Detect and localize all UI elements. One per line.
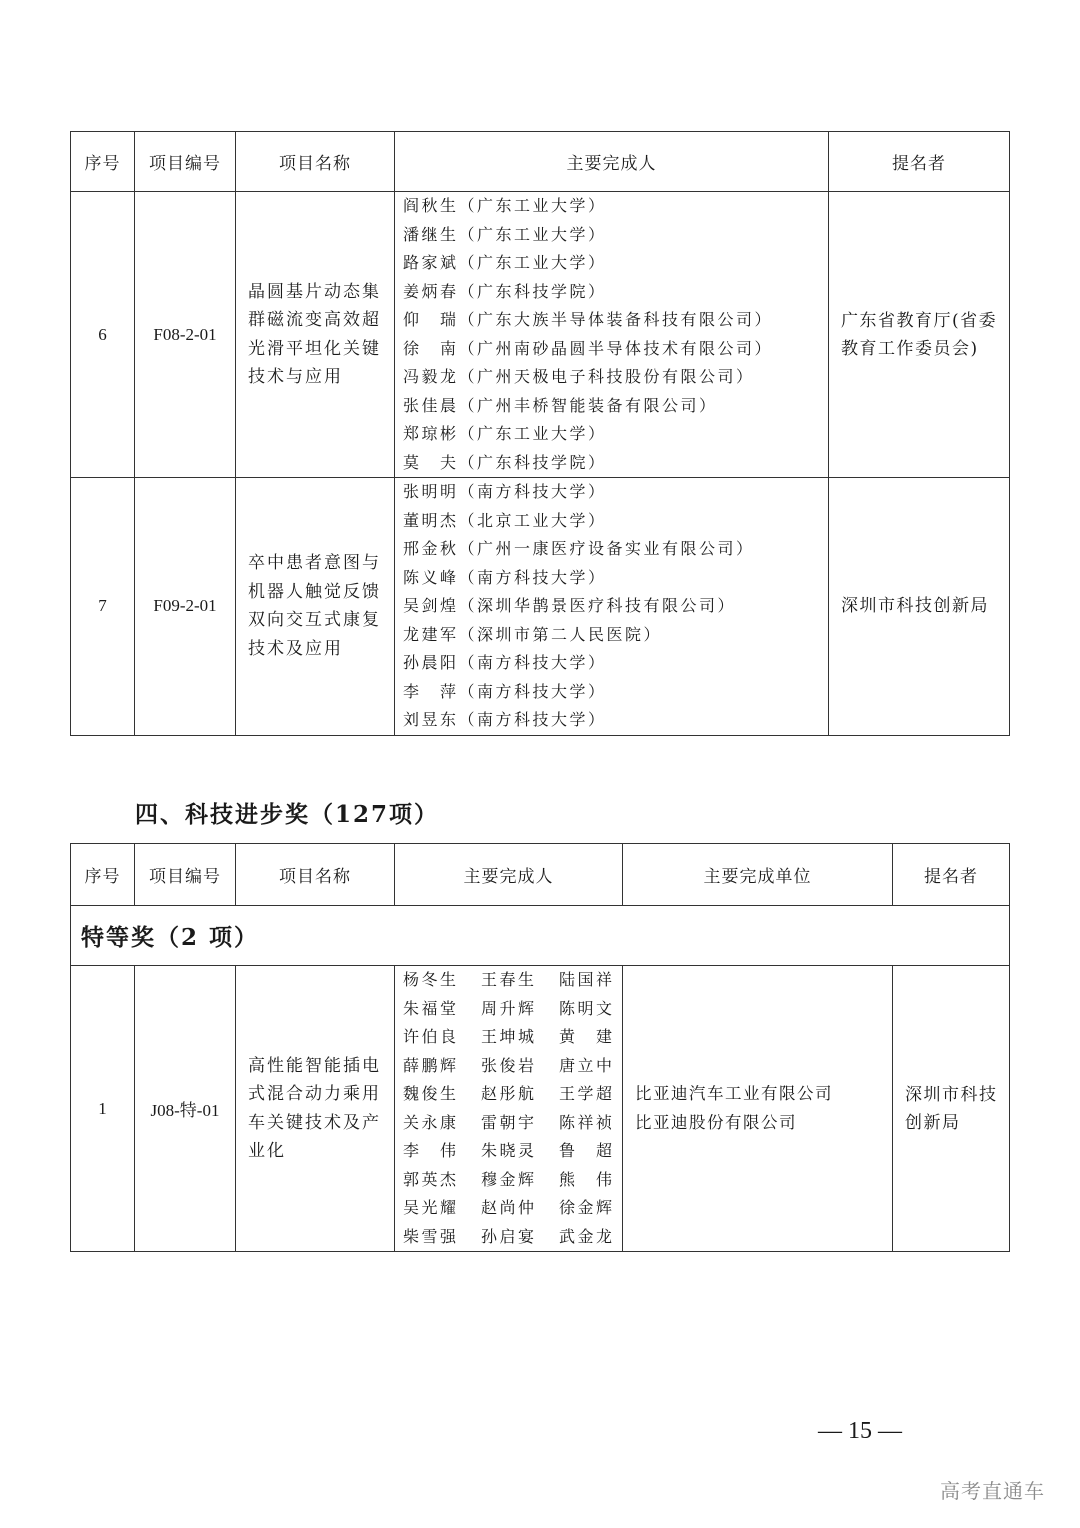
contributor: 薛鹏辉 [403, 1055, 459, 1075]
contributor: 雷朝宇 [481, 1112, 537, 1132]
contributor: 刘昱东（南方科技大学） [403, 710, 607, 729]
contributor: 王春生 [481, 970, 537, 989]
row-contributors [395, 966, 623, 1252]
table-row [71, 966, 1010, 1252]
table-header-row [71, 132, 1010, 192]
contributor: 周升辉 [481, 998, 537, 1018]
row-code: J08-特-01 [135, 966, 236, 1252]
contributor: 穆金辉 [481, 1169, 537, 1189]
header-nominator: 提名者 [829, 132, 1010, 192]
contributor: 李 萍（南方科技大学） [403, 681, 607, 701]
contributor: 姜炳春（广东科技学院） [403, 281, 607, 301]
row-project-name: 晶圆基片动态集群磁流变高效超光滑平坦化关键技术与应用 [236, 192, 395, 478]
contributor: 许伯良 [403, 1027, 459, 1046]
contributor: 张俊岩 [481, 1055, 537, 1075]
header-main-contributors: 主要完成人 [395, 132, 829, 192]
row-project-name: 卒中患者意图与机器人触觉反馈双向交互式康复技术及应用 [236, 478, 395, 736]
row-nominator: 深圳市科技创新局 [829, 478, 1010, 736]
contributor: 陈义峰（南方科技大学） [403, 567, 607, 587]
header-code: 项目编号 [135, 844, 236, 906]
row-code: F08-2-01 [135, 192, 236, 478]
contributor: 熊 伟 [559, 1169, 615, 1189]
page-number: — 15 — [818, 1418, 902, 1444]
contributor: 董明杰（北京工业大学） [403, 510, 607, 530]
contributor: 陆国祥 [559, 970, 615, 989]
contributor: 陈祥祯 [559, 1112, 615, 1132]
row-contributors [395, 478, 829, 736]
contributor: 张佳晨（广州丰桥智能装备有限公司） [403, 395, 718, 415]
row-units [623, 966, 893, 1252]
row-index: 7 [71, 478, 135, 736]
unit: 比亚迪股份有限公司 [635, 1112, 797, 1132]
header-project-name: 项目名称 [236, 132, 395, 192]
watermark: 高考直通车 [940, 1479, 1045, 1503]
header-main-units: 主要完成单位 [623, 844, 893, 906]
contributor: 路家斌（广东工业大学） [403, 253, 607, 272]
row-project-name: 高性能智能插电式混合动力乘用车关键技术及产业化 [236, 966, 395, 1252]
contributor: 莫 夫（广东科技学院） [403, 452, 607, 472]
contributor: 李 伟 [403, 1141, 459, 1160]
contributor: 黄 建 [559, 1027, 615, 1046]
contributor: 郑琼彬（广东工业大学） [403, 424, 607, 443]
row-code: F09-2-01 [135, 478, 236, 736]
contributor: 关永康 [403, 1112, 459, 1132]
contributor: 武金龙 [559, 1226, 615, 1246]
header-project-name: 项目名称 [236, 844, 395, 906]
contributor: 魏俊生 [403, 1084, 459, 1103]
contributor: 张明明（南方科技大学） [403, 482, 607, 501]
unit: 比亚迪汽车工业有限公司 [635, 1084, 833, 1103]
contributor: 潘继生（广东工业大学） [403, 224, 607, 244]
contributor: 唐立中 [559, 1055, 615, 1075]
row-index: 1 [71, 966, 135, 1252]
contributor: 龙建军（深圳市第二人民医院） [403, 624, 663, 644]
contributor: 朱晓灵 [481, 1141, 537, 1160]
table-row [71, 478, 1010, 736]
row-nominator: 广东省教育厅(省委教育工作委员会) [829, 192, 1010, 478]
table-row [71, 192, 1010, 478]
header-nominator: 提名者 [893, 844, 1010, 906]
subgroup-row [71, 906, 1010, 966]
row-contributors [395, 192, 829, 478]
contributor: 孙启宴 [481, 1226, 537, 1246]
contributor: 陈明文 [559, 998, 615, 1018]
contributor: 仰 瑞（广东大族半导体装备科技有限公司） [403, 310, 774, 329]
header-code: 项目编号 [135, 132, 236, 192]
contributor: 朱福堂 [403, 998, 459, 1018]
awards-table-2 [70, 843, 1010, 1252]
header-index: 序号 [71, 132, 135, 192]
header-main-contributors: 主要完成人 [395, 844, 623, 906]
contributor: 阎秋生（广东工业大学） [403, 196, 607, 215]
contributor: 柴雪强 [403, 1226, 459, 1246]
contributor: 王坤城 [481, 1027, 537, 1046]
awards-table-1 [70, 131, 1010, 736]
contributor: 冯毅龙（广州天极电子科技股份有限公司） [403, 367, 755, 386]
row-index: 6 [71, 192, 135, 478]
subgroup-title: 特等奖（2 项） [71, 906, 1010, 966]
table-header-row [71, 844, 1010, 906]
contributor: 徐金辉 [559, 1198, 615, 1217]
contributor: 赵尚仲 [481, 1198, 537, 1217]
contributor: 赵彤航 [481, 1084, 537, 1103]
header-index: 序号 [71, 844, 135, 906]
contributor: 孙晨阳（南方科技大学） [403, 653, 607, 672]
contributor: 郭英杰 [403, 1169, 459, 1189]
contributor: 徐 南（广州南砂晶圆半导体技术有限公司） [403, 338, 774, 358]
contributor: 吴光耀 [403, 1198, 459, 1217]
contributor: 吴剑煌（深圳华鹊景医疗科技有限公司） [403, 596, 737, 615]
contributor: 鲁 超 [559, 1141, 615, 1160]
contributor: 杨冬生 [403, 970, 459, 989]
section-title: 四、科技进步奖（127项） [135, 801, 440, 828]
contributor: 邢金秋（广州一康医疗设备实业有限公司） [403, 539, 755, 558]
contributor: 王学超 [559, 1084, 615, 1103]
row-nominator: 深圳市科技创新局 [893, 966, 1010, 1252]
